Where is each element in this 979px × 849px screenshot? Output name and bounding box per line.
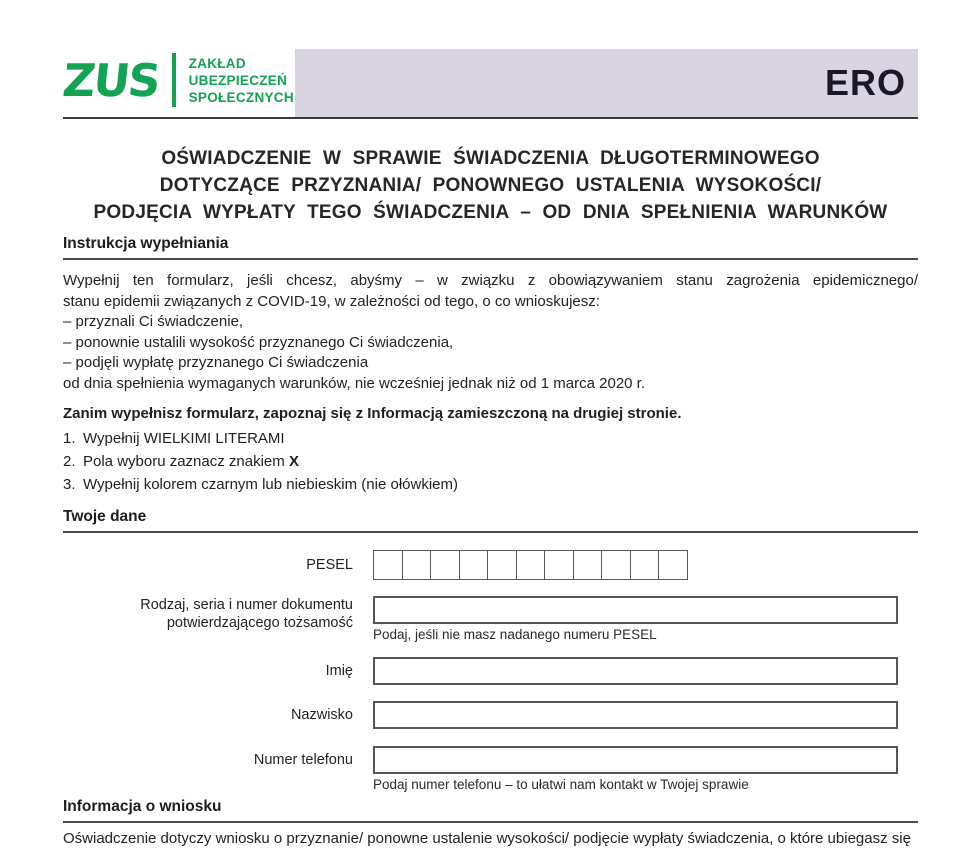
pesel-cell[interactable] [487,550,517,580]
numbered-item: 3. Wypełnij kolorem czarnym lub niebieskim (nie ołówkiem) [63,476,458,493]
zus-org-name [189,55,294,106]
last-name-row [63,701,918,729]
form-title-line: OŚWIADCZENIE W SPRAWIE ŚWIADCZENIA DŁUGOTERMINOWEGO [161,148,820,169]
phone-input[interactable] [373,746,898,774]
document-label: Rodzaj, seria i numer dokumentu potwierdzającego tożsamość [140,597,353,631]
pesel-cell[interactable] [544,550,574,580]
pesel-cell[interactable] [658,550,688,580]
first-name-label: Imię [325,663,353,679]
intro-outro: od dnia spełnienia wymaganych warunków, nie wcześniej jednak niż od 1 marca 2020 r. [63,374,646,392]
form-title-line: DOTYCZĄCE PRZYZNANIA/ PONOWNEGO USTALENIA WYSOKOŚCI/ [159,175,822,196]
first-name-row [63,657,918,685]
last-name-input[interactable] [373,701,898,729]
pesel-cell[interactable] [630,550,660,580]
form-header [60,0,918,119]
dash-item: – podjęli wypłatę przyznanego Ci świadczenia [63,354,369,371]
dash-item: – ponownie ustalili wysokość przyznanego Ci świadczenia, [63,333,454,351]
pesel-cell[interactable] [516,550,546,580]
org-name-line: UBEZPIECZEŃ [188,72,288,88]
intro-line: stanu epidemii związanych z COVID-19, w zależności od tego, o co wnioskujesz: [63,292,600,310]
pesel-cell[interactable] [573,550,603,580]
pesel-cell[interactable] [373,550,403,580]
form-code: ERO [824,62,906,103]
section-heading-your-data: Twoje dane [63,508,918,533]
document-row [63,596,918,643]
logo-divider [172,53,176,107]
instructions-intro [63,271,918,394]
org-name-line: SPOŁECZNYCH [188,89,294,105]
zus-logo-mark: ZUS [60,53,162,107]
form-title [63,145,918,226]
pesel-row [63,550,918,580]
numbered-item: 1. Wypełnij WIELKIMI LITERAMI [63,430,285,447]
org-name-line: ZAKŁAD [188,55,246,71]
pesel-cell[interactable] [402,550,432,580]
pesel-cell[interactable] [459,550,489,580]
form-code-band [295,49,918,117]
pesel-cell[interactable] [601,550,631,580]
document-input[interactable] [373,596,898,624]
form-title-line: PODJĘCIA WYPŁATY TEGO ŚWIADCZENIA – OD DNIA SPEŁNIENIA WARUNKÓW [93,202,888,223]
your-data-form [63,550,918,793]
pesel-label: PESEL [306,557,353,573]
request-info-partial-text: Oświadczenie dotyczy wniosku o przyznanie/ ponowne ustalenie wysokości/ podjęcie wypłaty świadczenia, o które ubiegasz się [63,830,911,847]
dash-item: – przyznali Ci świadczenie, [63,313,244,330]
document-helper: Podaj, jeśli nie masz nadanego numeru PESEL [373,627,657,642]
last-name-label: Nazwisko [290,707,353,723]
first-name-input[interactable] [373,657,898,685]
pesel-boxes [373,550,898,580]
section-heading-request-info: Informacja o wniosku [63,798,918,823]
phone-helper: Podaj numer telefonu – to ułatwi nam kontakt w Twojej sprawie [373,777,749,792]
instructions-bold-note: Zanim wypełnisz formularz, zapoznaj się z Informacją zamieszczoną na drugiej stronie. [63,405,682,422]
instructions-numbered-list [63,427,918,496]
zus-logo [60,53,295,107]
intro-line: Wypełnij ten formularz, jeśli chcesz, abyśmy – w związku z obowiązywaniem stanu zagrożenia epidemicznego/ [63,272,918,289]
numbered-item: 2. Pola wyboru zaznacz znakiem X [63,453,299,470]
phone-label: Numer telefonu [253,752,353,768]
section-heading-instructions: Instrukcja wypełniania [63,235,918,260]
pesel-cell[interactable] [430,550,460,580]
phone-row [63,746,918,793]
